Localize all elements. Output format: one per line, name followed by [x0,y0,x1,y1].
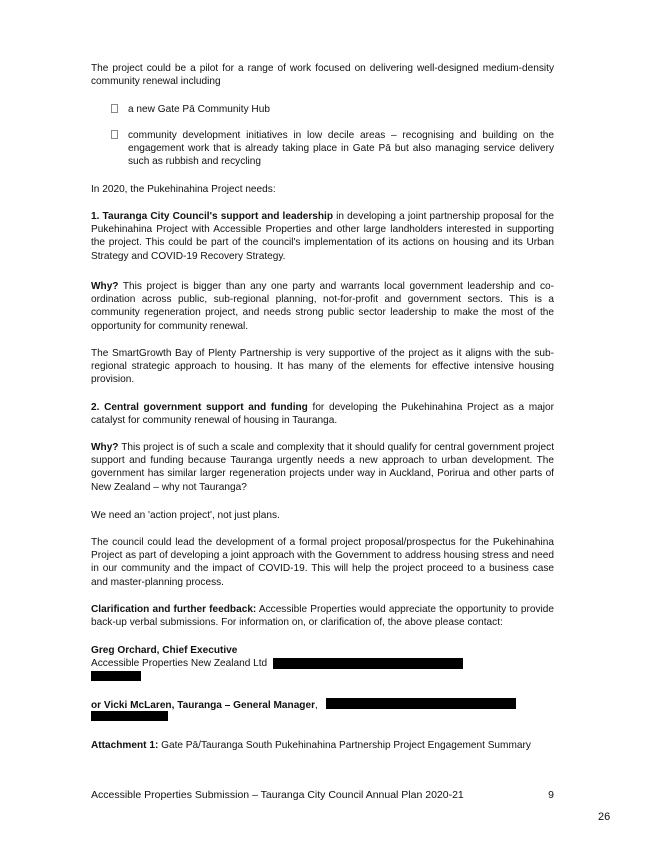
page-footer [91,789,554,801]
attachment-heading: Attachment 1: [91,740,159,751]
item2-text: for developing the Pukehinahina Project as a major catalyst for community renewal of housing in Tauranga. [91,402,554,427]
bullet-item-2: community development initiatives in low decile areas – recognising and building on the engagement work that is already taking place in Gate Pā but also managing service delivery such as rubbish and recycling [111,129,554,169]
why1-text: This project is bigger than any one party and warrants local government leadership and co-ordination across public, sub-regional planning, not-for-profit and government sectors. This is a community regeneration project, and needs strong public sector leadership to make the most of the opportunity for community renewal. [91,281,554,332]
contact2-name: or Vicki McLaren, Tauranga – General Manager [91,700,316,711]
item1-paragraph [91,210,554,263]
item1-text: in developing a joint partnership proposal for the Pukehinahina Project with Accessible Properties and other large landholders interested in supporting the project. This could be part of the council's implementation of its actions on housing and its Urban Strategy and COVID-19 Recovery Strategy. [91,211,554,262]
redaction-bar [91,671,141,681]
item2-paragraph [91,401,554,427]
document-page-number: 26 [598,811,611,823]
item2-heading: 2. Central government support and funding [91,402,308,413]
footer-title: Accessible Properties Submission – Tauranga City Council Annual Plan 2020-21 [91,789,464,801]
contact2-separator: , [315,700,318,711]
why2-heading: Why? [91,442,119,453]
bullet-box-icon [111,104,118,113]
why1-paragraph [91,280,554,333]
why2-paragraph [91,441,554,494]
redaction-bar [273,658,463,669]
clarification-paragraph [91,603,554,629]
clarification-heading: Clarification and further feedback: [91,604,257,615]
why1-heading: Why? [91,281,119,292]
council-paragraph: The council could lead the development of a formal project proposal/prospectus for the Pukehinahina Project as part of developing a joint approach with the Government to address housing stress and need in our community and the impact of COVID-19. This will help the project proceed to a business case and master-planning process. [91,537,554,588]
footer-page-number: 9 [548,789,554,801]
why2-text: This project is of such a scale and complexity that it should qualify for central government project support and funding because Tauranga urgently needs a new approach to urban development. The government has similar larger regeneration projects under way in Auckland, Porirua and other parts of New Zealand – why not Tauranga? [91,442,554,493]
item1-heading: 1. Tauranga City Council's support and leadership [91,211,334,222]
bullet-box-icon [111,130,118,139]
action-paragraph: We need an 'action project', not just plans. [91,510,280,521]
contact1-name: Greg Orchard, Chief Executive [91,645,238,656]
smartgrowth-paragraph: The SmartGrowth Bay of Plenty Partnership is very supportive of the project as it aligns with the sub-regional strategic approach to housing. It has many of the elements for effective intensive housing provision. [91,348,554,386]
needs-intro-paragraph: In 2020, the Pukehinahina Project needs: [91,184,276,195]
contact1-org: Accessible Properties New Zealand Ltd [91,658,268,670]
attachment-text: Gate Pā/Tauranga South Pukehinahina Partnership Project Engagement Summary [158,740,531,751]
redaction-bar [91,711,168,721]
clarification-text: Accessible Properties would appreciate the opportunity to provide back-up verbal submissions. For information on, or clarification of, the above please contact: [91,604,554,629]
redaction-bar [326,698,516,709]
attachment-paragraph [91,739,554,752]
bullet-item-1: a new Gate Pā Community Hub [111,103,554,116]
intro-paragraph: The project could be a pilot for a range of work focused on delivering well-designed medium-density community renewal including [91,63,554,88]
